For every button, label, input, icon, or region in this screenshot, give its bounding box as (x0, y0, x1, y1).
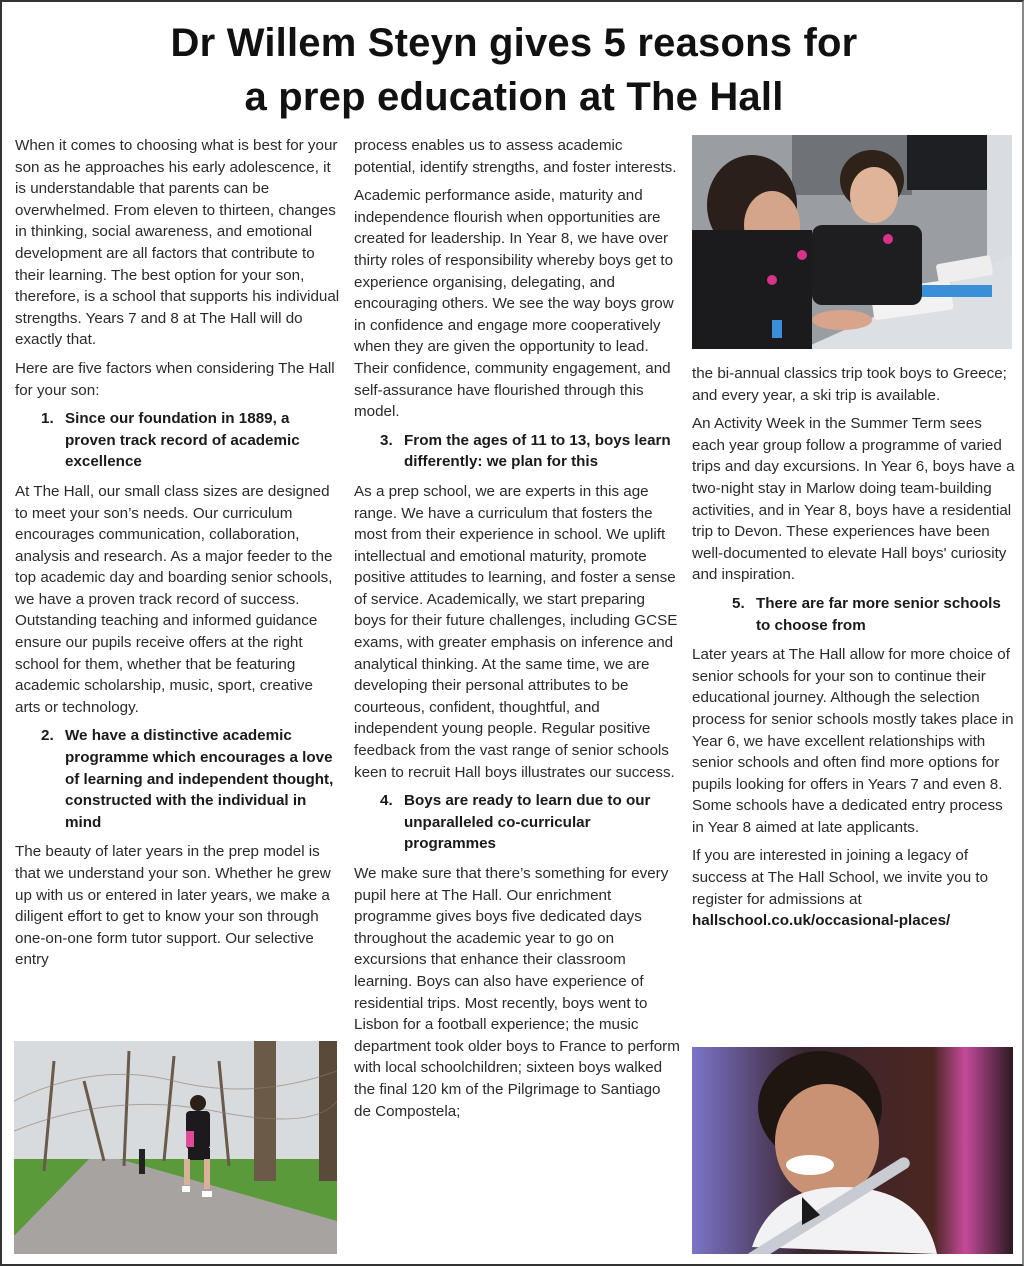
reason-4-continued: the bi-annual classics trip took boys to Greece; and every year, a ski trip is available. (692, 365, 1007, 404)
closing-text: If you are interested in joining a legacy of success at The Hall School, we invite you to register for admissions at (692, 847, 989, 908)
column-2 (354, 135, 680, 1129)
reason-3-title: From the ages of 11 to 13, boys learn differently: we plan for this (404, 431, 671, 471)
reason-5-title: There are far more senior schools to choose from (756, 594, 1001, 634)
reason-4-heading (354, 790, 680, 855)
photo-flute-icon (692, 1047, 1013, 1254)
reason-3-number: 3. (380, 431, 393, 449)
reason-1-title: Since our foundation in 1889, a proven track record of academic excellence (65, 410, 300, 471)
reason-1-heading (15, 408, 341, 473)
reason-3-body: As a prep school, we are experts in this age range. We have a curriculum that fosters the most from their experience in school. We uplift intellectual and emotional maturity, promote positive attitudes to learning, and foster a sense of service. Academically, we start preparing boys for their future challenges, including GCSE exams, with greater emphasis on inference and analytical thinking. At the same time, we are developing their personal attributes to be courteous, confident, thoughtful, and independent young people. Regular positive feedback from the vast range of senior schools keen to recruit Hall boys illustrates our success. (354, 482, 678, 781)
intro-paragraph: When it comes to choosing what is best for your son as he approaches his early adolescence, it is understandable that parents can be overwhelmed. From eleven to thirteen, changes in thinking, social awareness, and emotional development are all factors that contribute to their learning. The best option for your son, therefore, is a school that supports his individual strengths. Years 7 and 8 at The Hall will do exactly that. (15, 137, 340, 349)
closing-paragraph (692, 845, 1018, 931)
reason-4-title: Boys are ready to learn due to our unparalleled co-curricular programmes (404, 792, 651, 853)
reason-2-continued: process enables us to assess academic potential, identify strengths, and foster interests. (354, 137, 677, 176)
column-1 (15, 135, 341, 978)
reason-5-heading (692, 593, 1018, 636)
activity-week-paragraph: An Activity Week in the Summer Term sees each year group follow a programme of varied trips and day excursions. In Year 6, boys have a two-night stay in Marlow doing team-building activities, and in Year 8, boys have a residential trip to Devon. These experiences have been well-documented to elevate Hall boys' curiosity and inspiration. (692, 415, 1015, 584)
reason-2-body: The beauty of later years in the prep model is that we understand your son. Whether he grew up with us or entered in later years, we make a diligent effort to get to know your son through one-on-one form tutor support. Our selective entry (15, 843, 331, 969)
reason-2-number: 2. (41, 727, 54, 745)
reason-4-number: 4. (380, 792, 393, 810)
column-3 (692, 363, 1018, 939)
reason-4-body: We make sure that there’s something for every pupil here at The Hall. Our enrichment programme gives boys five dedicated days throughout the academic year to go on excursions that enhance their classroom learning. Boys can also have experience of residential trips. Most recently, boys went to Lisbon for a football experience; the music department took older boys to France to perform with local schoolchildren; sixteen boys walked the final 120 km of the Pilgrimage to Santiago de Compostela; (354, 865, 680, 1120)
reason-1-number: 1. (41, 410, 54, 428)
headline-line-2: a prep education at The Hall (244, 75, 784, 119)
reason-3-heading (354, 430, 680, 473)
reason-2-heading (15, 725, 341, 833)
reason-2-title: We have a distinctive academic programme which encourages a love of learning and independent thought, constructed with the individual in mind (65, 727, 334, 831)
headline-line-1: Dr Willem Steyn gives 5 reasons for (170, 21, 858, 65)
reason-5-number: 5. (732, 594, 745, 612)
lead-in-paragraph: Here are five factors when considering The Hall for your son: (15, 359, 335, 399)
headline (2, 16, 1024, 124)
photo-running-icon (14, 1041, 337, 1254)
reason-5-body: Later years at The Hall allow for more choice of senior schools for your son to continue their educational journey. Although the selection process for senior schools mostly takes place in Year 6, we have excellent relationships with senior schools and often find more options for pupils looking for offers in Years 7 and even 8. Some schools have a dedicated entry process in Year 8 aimed at late applicants. (692, 646, 1014, 836)
leadership-paragraph: Academic performance aside, maturity and independence flourish when opportunities are created for leadership. In Year 8, we have over thirty roles of responsibility whereby boys get to experience organising, delegating, and encouraging others. We see the way boys grow in confidence and engage more cooperatively when they are given the opportunity to lead. Their confidence, community engagement, and self-assurance have flourished through this model. (354, 187, 674, 421)
photo-computer-icon (692, 135, 1012, 349)
reason-1-body: At The Hall, our small class sizes are designed to meet your son’s needs. Our curriculum encourages communication, collaboration, analysis and research. As a major feeder to the top academic day and boarding senior schools, we have a proven track record of success. Outstanding teaching and informed guidance ensure our pupils receive offers at the right school for them, whether that be featuring academic scholarship, music, sport, creative arts or technology. (15, 482, 333, 716)
admissions-link[interactable]: hallschool.co.uk/occasional-places/ (692, 912, 951, 930)
